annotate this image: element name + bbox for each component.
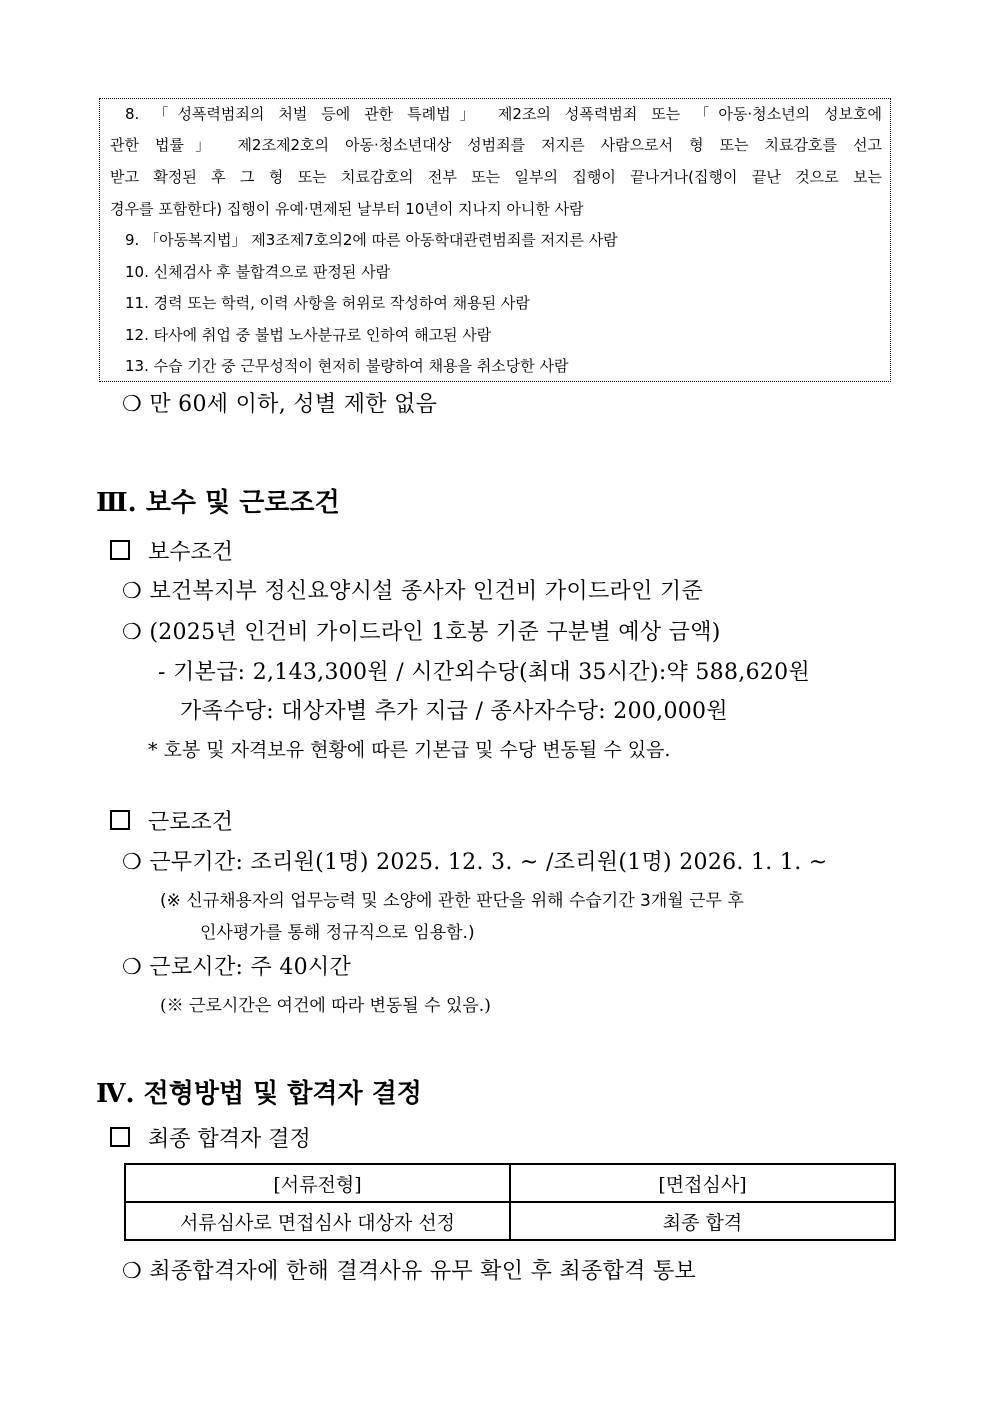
- table-cell-interview: 최종 합격: [510, 1202, 895, 1240]
- pay-guideline-line: ❍ 보건복지부 정신요양시설 종사자 인건비 가이드라인 기준: [122, 579, 704, 604]
- checkbox-icon: [110, 810, 130, 830]
- disqualification-item-9: 9. 「아동복지법」 제3조제7호의2에 따른 아동학대관련범죄를 저지른 사람: [125, 231, 618, 249]
- pay-note: * 호봉 및 자격보유 현황에 따른 기본급 및 수당 변동될 수 있음.: [148, 739, 671, 761]
- work-hours-line: ❍ 근로시간: 주 40시간: [122, 955, 352, 980]
- age-condition: ❍ 만 60세 이하, 성별 제한 없음: [122, 392, 438, 417]
- work-hours-note: (※ 근로시간은 여건에 따라 변동될 수 있음.): [160, 996, 491, 1016]
- disqualification-item-12: 12. 타사에 취업 중 불법 노사분규로 인하여 해고된 사람: [125, 326, 492, 344]
- work-conditions-heading: 근로조건: [148, 810, 234, 835]
- disqualification-item-8-line-3: 받고 확정된 후 그 형 또는 치료감호의 전부 또는 일부의 집행이 끝나거나(집행이 끝난 것으로 보는: [110, 168, 882, 186]
- pay-allowance-line: 가족수당: 대상자별 추가 지급 / 종사자수당: 200,000원: [180, 699, 728, 724]
- work-period-note-2: 인사평가를 통해 정규직으로 임용함.): [200, 923, 475, 943]
- work-period-line: ❍ 근무기간: 조리원(1명) 2025. 12. 3. ~ /조리원(1명) 2026. 1. 1. ~: [122, 850, 828, 875]
- selection-table: [124, 1163, 896, 1241]
- disqualification-item-13: 13. 수습 기간 중 근무성적이 현저히 불량하여 채용을 취소당한 사람: [125, 357, 569, 375]
- work-period-note-1: (※ 신규채용자의 업무능력 및 소양에 관한 판단을 위해 수습기간 3개월 근무 후: [160, 891, 744, 911]
- disqualification-item-11: 11. 경력 또는 학력, 이력 사항을 허위로 작성하여 채용된 사람: [125, 294, 530, 312]
- final-decision-heading: 최종 합격자 결정: [148, 1127, 311, 1152]
- final-notice: ❍ 최종합격자에 한해 결격사유 유무 확인 후 최종합격 통보: [122, 1259, 697, 1284]
- disqualification-item-8-line-1: 8. 「성폭력범죄의 처벌 등에 관한 특례법」 제2조의 성폭력범죄 또는 「아동·청소년의 성보호에: [125, 105, 882, 123]
- pay-estimate-line: ❍ (2025년 인건비 가이드라인 1호봉 기준 구분별 예상 금액): [122, 620, 721, 645]
- checkbox-icon: [110, 540, 130, 560]
- table-header-row: [125, 1164, 895, 1202]
- checkbox-icon: [110, 1127, 130, 1147]
- disqualification-item-10: 10. 신체검사 후 불합격으로 판정된 사람: [125, 263, 391, 281]
- pay-conditions-heading: 보수조건: [148, 540, 234, 565]
- section-3-title: Ⅲ. 보수 및 근로조건: [96, 488, 340, 518]
- pay-basic-line: - 기본급: 2,143,300원 / 시간외수당(최대 35시간):약 588,620원: [158, 660, 811, 685]
- disqualification-item-8-line-4: 경우를 포함한다) 집행이 유예·면제된 날부터 10년이 지나지 아니한 사람: [110, 200, 584, 218]
- table-row: [125, 1202, 895, 1240]
- table-header-interview: [면접심사]: [510, 1164, 895, 1202]
- table-header-document: [서류전형]: [125, 1164, 510, 1202]
- disqualification-item-8-line-2: 관한 법률」 제2조제2호의 아동·청소년대상 성범죄를 저지른 사람으로서 형 또는 치료감호를 선고: [110, 136, 882, 154]
- table-cell-document: 서류심사로 면접심사 대상자 선정: [125, 1202, 510, 1240]
- section-4-title: Ⅳ. 전형방법 및 합격자 결정: [96, 1079, 422, 1109]
